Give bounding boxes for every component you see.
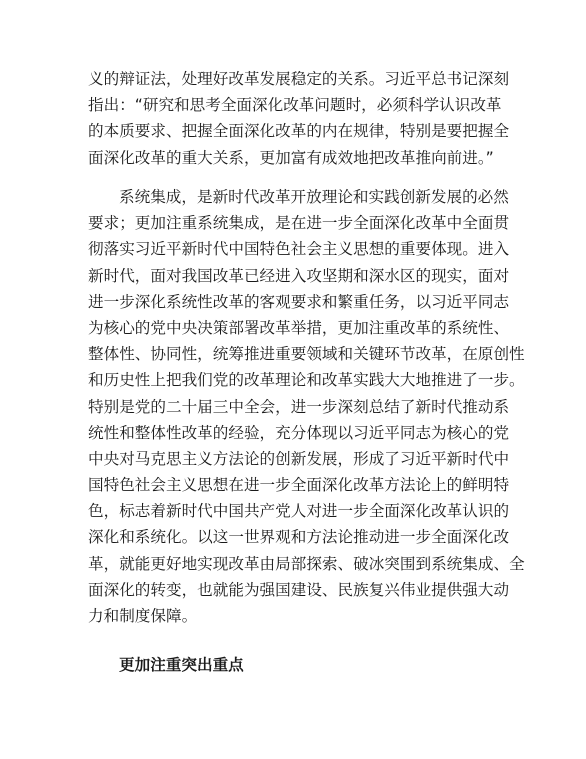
text-line: 力和制度保障。 [88,607,198,625]
text-line: 和历史性上把我们党的改革理论和改革实践大大地推进了一步。 [88,371,525,390]
text-line: 系统集成，是新时代改革开放理论和实践创新发展的必然 [119,188,509,206]
text-line: 深化和系统化。以这一世界观和方法论推动进一步全面深化改 [88,528,510,547]
text-line: 面深化改革的重大关系，更加富有成效地把改革推向前进。” [88,148,494,167]
text-line: 进一步深化系统性改革的客观要求和繁重任务，以习近平同志 [88,292,510,311]
text-line: 指出：“研究和思考全面深化改革问题时，必须科学认识改革 [88,96,502,115]
text-line: 要求；更加注重系统集成，是在进一步全面深化改革中全面贯 [88,214,510,233]
text-line: 彻落实习近平新时代中国特色社会主义思想的重要体现。进入 [88,240,510,259]
text-line: 特别是党的二十届三中全会，进一步深刻总结了新时代推动系 [88,397,510,416]
text-line: 整体性、协同性，统筹推进重要领域和关键环节改革，在原创性 [88,345,525,364]
text-line: 革，就能更好地实现改革由局部探索、破冰突围到系统集成、全 [88,554,525,573]
text-line: 的本质要求、把握全面深化改革的内在规律，特别是要把握全 [88,122,510,141]
text-line: 统性和整体性改革的经验，充分体现以习近平同志为核心的党 [88,423,510,442]
text-line: 为核心的党中央决策部署改革举措，更加注重改革的系统性、 [88,318,510,337]
section-heading [88,652,498,678]
text-line: 义的辩证法，处理好改革发展稳定的关系。习近平总书记深刻 [88,70,510,88]
paragraph-system-integration [88,184,525,629]
text-line: 新时代，面对我国改革已经进入攻坚期和深水区的现实，面对 [88,266,510,285]
text-line: 中央对马克思主义方法论的创新发展，形成了习近平新时代中 [88,449,510,468]
text-line: 国特色社会主义思想在进一步全面深化改革方法论上的鲜明特 [88,476,510,495]
text-line: 面深化的转变，也就能为强国建设、民族复兴伟业提供强大动 [88,580,510,599]
paragraph-continued [88,66,510,171]
section-heading-text: 更加注重突出重点 [119,656,244,674]
text-line: 色，标志着新时代中国共产党人对进一步全面深化改革认识的 [88,502,510,521]
